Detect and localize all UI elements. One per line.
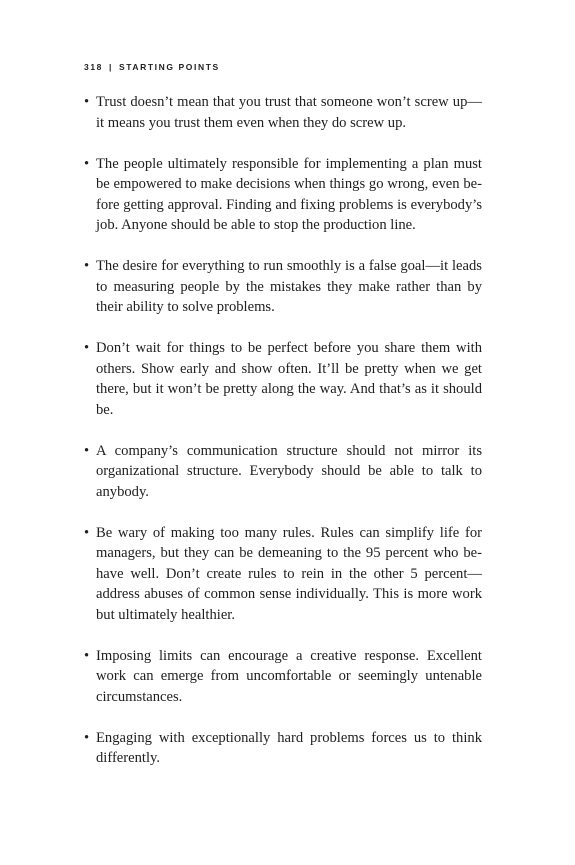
list-item — [84, 523, 482, 626]
section-title: STARTING POINTS — [118, 62, 220, 72]
page-number: 318 — [84, 62, 103, 72]
bullet-text: The people ultimately responsible for implementing a plan must be empowered to make decisions when things go wrong, even before getting approval. Finding and fixing problems is everybody’s job. Anyone should be able to stop the production line. — [96, 155, 482, 233]
bullet-marker: • — [84, 729, 90, 746]
list-item — [84, 92, 482, 133]
list-item — [84, 338, 482, 420]
bullet-marker: • — [84, 258, 90, 274]
bullet-marker: • — [84, 524, 90, 541]
bullet-text: A company’s communication structure should not mirror its organizational structure. Everybody should be able to talk to anybody. — [96, 442, 482, 500]
bullet-list — [84, 92, 482, 789]
bullet-text: Engaging with exceptionally hard problems forces us to think differently. — [96, 729, 482, 766]
bullet-text: Trust doesn’t mean that you trust that someone won’t screw up—it means you trust them even when they do screw up. — [96, 94, 482, 131]
running-head-separator: | — [108, 62, 113, 72]
bullet-marker: • — [84, 647, 90, 664]
bullet-marker: • — [84, 340, 90, 356]
bullet-text: Be wary of making too many rules. Rules can simplify life for managers, but they can be demeaning to the 95 percent who behave well. Don’t create rules to rein in the other 5 percent—address abuses of common sense individually. This is more work but ultimately healthier. — [96, 524, 482, 623]
list-item — [84, 154, 482, 236]
list-item — [84, 256, 482, 318]
bullet-text: Imposing limits can encourage a creative response. Excellent work can emerge from uncomfortable or seemingly untenable circumstances. — [96, 647, 482, 705]
bullet-text: Don’t wait for things to be perfect before you share them with others. Show early and show often. It’ll be pretty when we get there, but it won’t be pretty along the way. And that’s as it should be. — [96, 340, 482, 418]
running-head — [84, 62, 220, 72]
list-item — [84, 728, 482, 769]
bullet-marker: • — [84, 94, 90, 110]
bullet-text: The desire for everything to run smoothly is a false goal—it leads to measuring people by the mistakes they make rather than by their ability to solve problems. — [96, 258, 482, 315]
bullet-marker: • — [84, 442, 90, 459]
list-item — [84, 441, 482, 503]
list-item — [84, 646, 482, 708]
bullet-marker: • — [84, 155, 90, 172]
